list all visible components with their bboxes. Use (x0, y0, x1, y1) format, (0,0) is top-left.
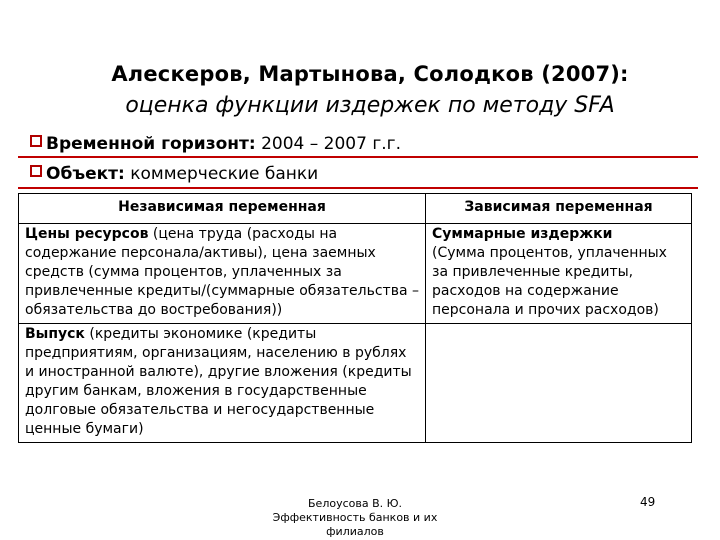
page-number: 49 (640, 495, 656, 509)
red-divider (18, 156, 698, 158)
cell-text: (Сумма процентов, уплаченных за привлеченные кредиты, расходов на содержание персонала и прочих расходов) (432, 245, 667, 318)
bullet-label: Временной горизонт: (46, 134, 256, 154)
cell-bold-term: Выпуск (25, 326, 85, 342)
bullet-value: коммерческие банки (130, 164, 319, 184)
cell-bold-term: Цены ресурсов (25, 226, 149, 242)
cell-total-costs (426, 224, 692, 324)
cell-resource-prices (19, 224, 426, 324)
table-row (19, 224, 692, 324)
red-divider (18, 187, 698, 189)
cell-output (19, 324, 426, 443)
footer-author: Белоусова В. Ю. (308, 497, 402, 510)
bullet-time-horizon (30, 133, 401, 155)
footer-credit (255, 497, 455, 539)
square-bullet-icon (30, 165, 42, 177)
header-dependent: Зависимая переменная (426, 194, 692, 224)
header-independent: Независимая переменная (19, 194, 426, 224)
title-line-2: оценка функции издержек по методу SFA (125, 93, 615, 118)
table-header-row (19, 194, 692, 224)
table-row (19, 324, 692, 443)
slide-title (40, 58, 700, 122)
bullet-object (30, 163, 318, 185)
square-bullet-icon (30, 135, 42, 147)
variables-table (18, 193, 692, 443)
cell-text: (цена труда (расходы на содержание персонала/активы), цена заемных средств (сумма процентов, уплаченных за привлеченные кредиты/(суммарные обязательства – обязательства до востребования)) (25, 226, 419, 318)
cell-bold-term: Суммарные издержки (432, 226, 613, 242)
bullet-label: Объект: (46, 164, 125, 184)
bullet-value: 2004 – 2007 г.г. (261, 134, 402, 154)
title-line-1: Алескеров, Мартынова, Солодков (2007): (111, 62, 629, 86)
footer-subtitle: Эффективность банков и их филиалов (272, 511, 438, 538)
cell-text: (кредиты экономике (кредиты предприятиям, организациям, населению в рублях и иностранной валюте), другие вложения (кредиты другим банкам, вложения в государственные долговые обязательства и негосударственные ценные бумаги) (25, 326, 412, 437)
cell-empty (426, 324, 692, 443)
